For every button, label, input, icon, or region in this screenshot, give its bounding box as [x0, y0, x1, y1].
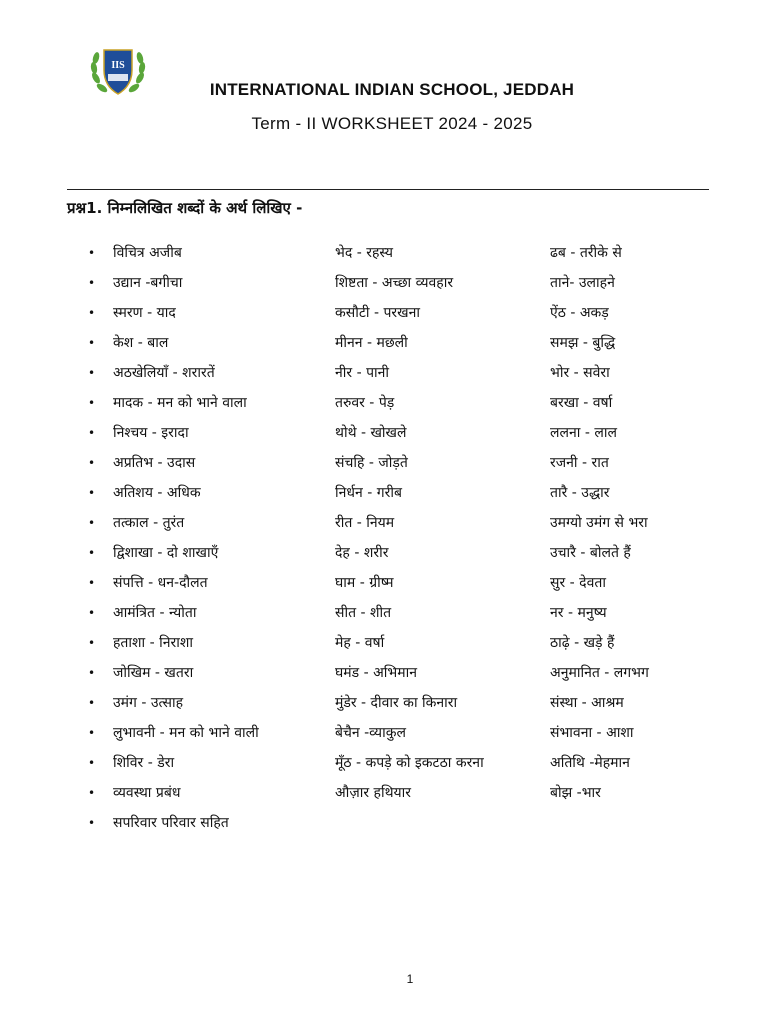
- word-meaning-2: बेचैन -व्याकुल: [335, 725, 406, 741]
- bullet-icon: •: [88, 756, 96, 770]
- word-meaning-1: आमंत्रित - न्योता: [113, 605, 197, 621]
- word-meaning-3: ऐंठ - अकड़: [550, 305, 609, 321]
- word-meaning-2: देह - शरीर: [335, 545, 389, 561]
- word-meaning-1: सपरिवार परिवार सहित: [113, 815, 229, 831]
- word-meaning-1: अतिशय - अधिक: [113, 485, 201, 501]
- list-item: [0, 331, 768, 361]
- school-name: INTERNATIONAL INDIAN SCHOOL, JEDDAH: [209, 80, 575, 99]
- word-meaning-3: तारै - उद्धार: [550, 485, 610, 501]
- word-meaning-1: उमंग - उत्साह: [113, 695, 184, 711]
- word-meaning-2: मूँठ - कपड़े को इकटठा करना: [335, 755, 484, 771]
- bullet-icon: •: [88, 246, 96, 260]
- word-meaning-1: निश्चय - इरादा: [113, 425, 189, 441]
- word-meaning-2: रीत - नियम: [335, 515, 395, 531]
- word-meaning-3: बोझ -भार: [550, 785, 601, 801]
- word-meaning-1: मादक - मन को भाने वाला: [113, 395, 247, 411]
- word-meaning-1: अठखेलियाँ - शरारतें: [113, 365, 215, 381]
- word-meaning-3: ठाढ़े - खड़े हैं: [550, 635, 615, 651]
- word-meaning-3: समझ - बुद्धि: [550, 335, 616, 351]
- word-meaning-2: थोथे - खोखले: [335, 425, 407, 441]
- word-meaning-1: शिविर - डेरा: [113, 755, 175, 771]
- word-meaning-3: उचारै - बोलते हैं: [550, 545, 631, 561]
- word-meaning-1: संपत्ति - धन-दौलत: [113, 575, 208, 591]
- word-meaning-3: रजनी - रात: [550, 455, 609, 471]
- list-item: [0, 691, 768, 721]
- list-item: [0, 301, 768, 331]
- list-item: [0, 661, 768, 691]
- word-meaning-3: ललना - लाल: [550, 425, 617, 441]
- list-item: [0, 781, 768, 811]
- word-meaning-1: विचित्र अजीब: [113, 245, 182, 261]
- bullet-icon: •: [88, 336, 96, 350]
- list-item: [0, 721, 768, 751]
- bullet-icon: •: [88, 366, 96, 380]
- list-item: [0, 241, 768, 271]
- word-meaning-3: सुर - देवता: [550, 575, 606, 591]
- list-item: [0, 751, 768, 781]
- list-item: [0, 361, 768, 391]
- word-meaning-3: ढब - तरीके से: [550, 245, 622, 261]
- list-item: [0, 271, 768, 301]
- word-meaning-2: मुंडेर - दीवार का किनारा: [335, 695, 458, 711]
- word-meaning-1: हताशा - निराशा: [113, 635, 194, 651]
- list-item: [0, 511, 768, 541]
- word-meaning-3: संस्था - आश्रम: [550, 695, 624, 711]
- list-item: [0, 571, 768, 601]
- word-meaning-1: तत्काल - तुरंत: [113, 515, 185, 531]
- bullet-icon: •: [88, 516, 96, 530]
- word-meaning-2: भेद - रहस्य: [335, 245, 393, 261]
- bullet-icon: •: [88, 306, 96, 320]
- bullet-icon: •: [88, 276, 96, 290]
- bullet-icon: •: [88, 486, 96, 500]
- word-meaning-2: नीर - पानी: [335, 365, 390, 381]
- divider: [67, 189, 709, 190]
- word-meaning-3: अतिथि -मेहमान: [550, 755, 630, 771]
- bullet-icon: •: [88, 606, 96, 620]
- word-meaning-1: द्विशाखा - दो शाखाएँ: [113, 545, 219, 561]
- word-meaning-1: जोखिम - खतरा: [113, 665, 194, 681]
- word-meaning-2: औज़ार हथियार: [335, 785, 411, 801]
- word-meaning-3: बरखा - वर्षा: [550, 395, 613, 411]
- word-meaning-2: घाम - ग्रीष्म: [335, 575, 394, 591]
- bullet-icon: •: [88, 426, 96, 440]
- word-meaning-3: संभावना - आशा: [550, 725, 634, 741]
- word-meaning-3: उमग्यो उमंग से भरा: [550, 515, 648, 531]
- bullet-icon: •: [88, 636, 96, 650]
- worksheet-title: Term - II WORKSHEET 2024 - 2025: [251, 114, 533, 133]
- bullet-icon: •: [88, 396, 96, 410]
- bullet-icon: •: [88, 546, 96, 560]
- list-item: [0, 451, 768, 481]
- word-meaning-3: अनुमानित - लगभग: [550, 665, 649, 681]
- list-item: [0, 601, 768, 631]
- page-number: 1: [406, 972, 414, 986]
- word-meaning-2: कसौटी - परखना: [335, 305, 421, 321]
- word-meaning-1: उद्यान -बगीचा: [113, 275, 183, 291]
- word-meaning-1: व्यवस्था प्रबंध: [113, 785, 181, 801]
- list-item: [0, 541, 768, 571]
- word-meaning-1: स्मरण - याद: [113, 305, 176, 321]
- list-item: [0, 631, 768, 661]
- word-list: [0, 241, 768, 841]
- list-item: [0, 481, 768, 511]
- word-meaning-1: केश - बाल: [113, 335, 169, 351]
- list-item: [0, 811, 768, 841]
- bullet-icon: •: [88, 666, 96, 680]
- word-meaning-3: ताने- उलाहने: [550, 275, 615, 291]
- word-meaning-2: निर्धन - गरीब: [335, 485, 402, 501]
- bullet-icon: •: [88, 786, 96, 800]
- word-meaning-2: सीत - शीत: [335, 605, 392, 621]
- question-heading: प्रश्न1. निम्नलिखित शब्दों के अर्थ लिखिए -: [67, 199, 303, 217]
- bullet-icon: •: [88, 696, 96, 710]
- logo-text: IIS: [111, 60, 125, 71]
- bullet-icon: •: [88, 816, 96, 830]
- word-meaning-3: भोर - सवेरा: [550, 365, 610, 381]
- word-meaning-2: शिष्टता - अच्छा व्यवहार: [335, 275, 454, 291]
- word-meaning-1: अप्रतिभ - उदास: [113, 455, 196, 471]
- word-meaning-1: लुभावनी - मन को भाने वाली: [113, 725, 259, 741]
- word-meaning-2: मेह - वर्षा: [335, 635, 385, 651]
- list-item: [0, 391, 768, 421]
- bullet-icon: •: [88, 726, 96, 740]
- bullet-icon: •: [88, 456, 96, 470]
- list-item: [0, 421, 768, 451]
- word-meaning-2: संचहि - जोड़ते: [335, 455, 408, 471]
- word-meaning-2: तरुवर - पेड़: [335, 395, 395, 411]
- word-meaning-2: मीनन - मछली: [335, 335, 408, 351]
- bullet-icon: •: [88, 576, 96, 590]
- word-meaning-2: घमंड - अभिमान: [335, 665, 418, 681]
- word-meaning-3: नर - मनुष्य: [550, 605, 607, 621]
